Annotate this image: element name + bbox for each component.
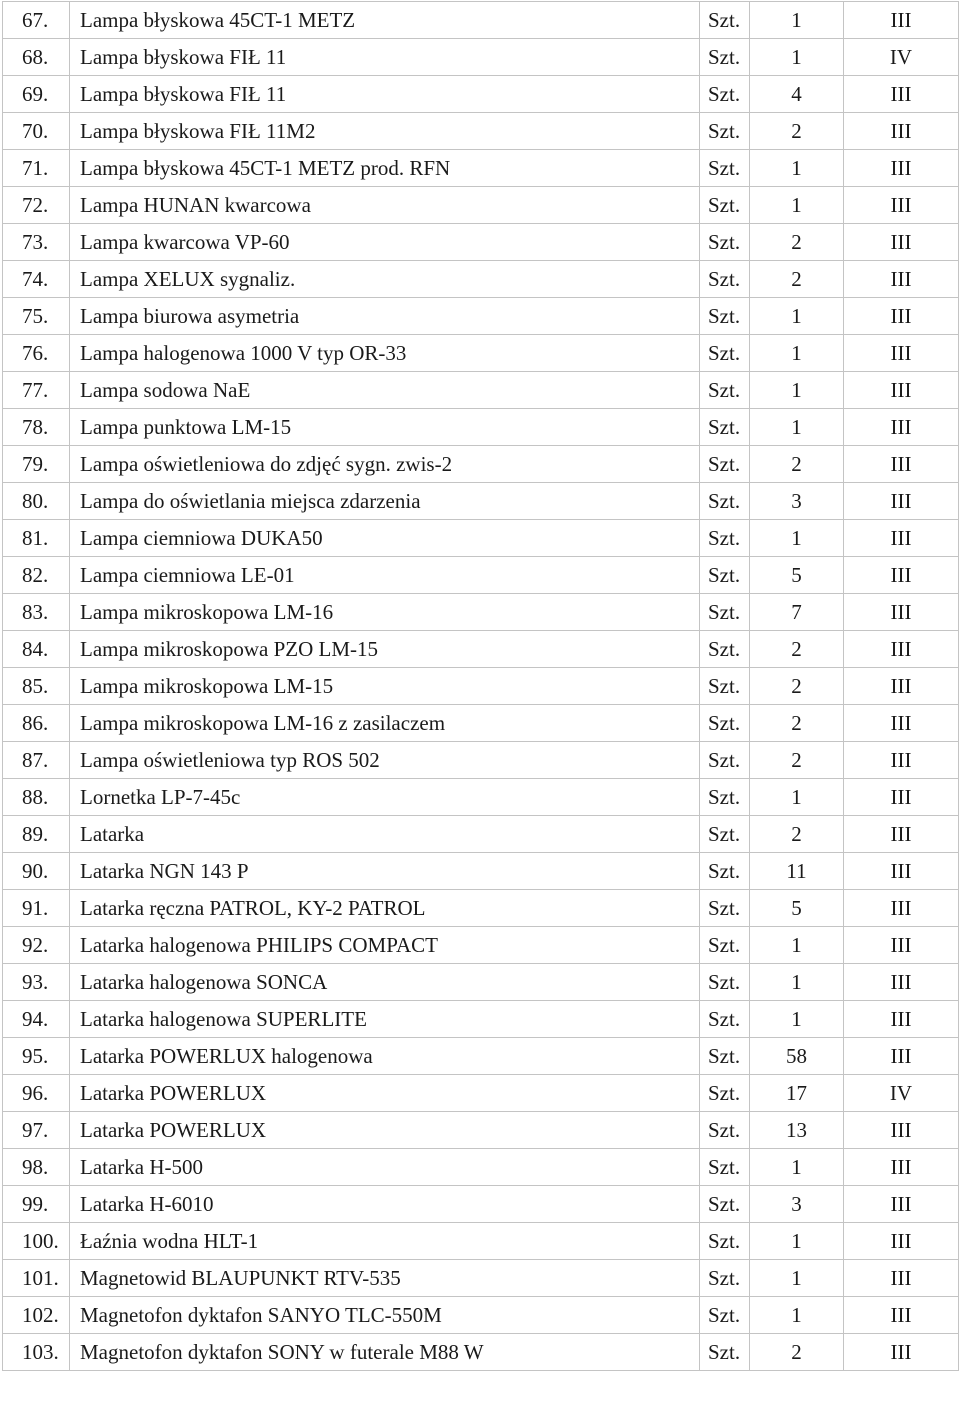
item-quantity: 1	[750, 1001, 844, 1038]
item-unit: Szt.	[700, 742, 750, 779]
item-number: 88.	[3, 779, 70, 816]
item-unit: Szt.	[700, 150, 750, 187]
item-quantity: 2	[750, 816, 844, 853]
table-row	[3, 1297, 959, 1334]
item-quantity: 1	[750, 39, 844, 76]
item-quantity: 1	[750, 2, 844, 39]
item-category: III	[844, 483, 959, 520]
item-category: III	[844, 409, 959, 446]
item-number: 73.	[3, 224, 70, 261]
item-name: Lampa błyskowa FIŁ 11	[70, 39, 700, 76]
item-category: III	[844, 557, 959, 594]
item-name: Lampa HUNAN kwarcowa	[70, 187, 700, 224]
item-number: 68.	[3, 39, 70, 76]
table-row	[3, 2, 959, 39]
item-category: III	[844, 1038, 959, 1075]
item-name: Latarka halogenowa SUPERLITE	[70, 1001, 700, 1038]
table-row	[3, 631, 959, 668]
item-category: III	[844, 150, 959, 187]
item-quantity: 11	[750, 853, 844, 890]
item-name: Lampa XELUX sygnaliz.	[70, 261, 700, 298]
item-number: 96.	[3, 1075, 70, 1112]
item-name: Magnetofon dyktafon SANYO TLC-550M	[70, 1297, 700, 1334]
item-quantity: 17	[750, 1075, 844, 1112]
inventory-table-body	[3, 2, 959, 1371]
item-number: 84.	[3, 631, 70, 668]
table-row	[3, 705, 959, 742]
table-row	[3, 816, 959, 853]
item-unit: Szt.	[700, 890, 750, 927]
item-unit: Szt.	[700, 964, 750, 1001]
table-row	[3, 483, 959, 520]
item-quantity: 1	[750, 409, 844, 446]
item-unit: Szt.	[700, 520, 750, 557]
item-name: Lampa kwarcowa VP-60	[70, 224, 700, 261]
item-number: 86.	[3, 705, 70, 742]
item-name: Lornetka LP-7-45c	[70, 779, 700, 816]
item-unit: Szt.	[700, 1038, 750, 1075]
item-category: III	[844, 890, 959, 927]
item-number: 78.	[3, 409, 70, 446]
item-unit: Szt.	[700, 113, 750, 150]
item-name: Lampa oświetleniowa typ ROS 502	[70, 742, 700, 779]
item-category: III	[844, 261, 959, 298]
item-number: 71.	[3, 150, 70, 187]
table-row	[3, 335, 959, 372]
item-number: 82.	[3, 557, 70, 594]
item-unit: Szt.	[700, 668, 750, 705]
item-unit: Szt.	[700, 298, 750, 335]
item-quantity: 2	[750, 705, 844, 742]
item-unit: Szt.	[700, 335, 750, 372]
item-unit: Szt.	[700, 557, 750, 594]
item-unit: Szt.	[700, 705, 750, 742]
item-category: III	[844, 1001, 959, 1038]
item-unit: Szt.	[700, 39, 750, 76]
item-category: III	[844, 631, 959, 668]
item-quantity: 7	[750, 594, 844, 631]
item-number: 79.	[3, 446, 70, 483]
item-category: III	[844, 1297, 959, 1334]
table-row	[3, 39, 959, 76]
item-quantity: 5	[750, 557, 844, 594]
item-quantity: 1	[750, 964, 844, 1001]
item-name: Lampa oświetleniowa do zdjęć sygn. zwis-2	[70, 446, 700, 483]
item-unit: Szt.	[700, 409, 750, 446]
item-number: 75.	[3, 298, 70, 335]
item-unit: Szt.	[700, 187, 750, 224]
item-name: Lampa mikroskopowa LM-16	[70, 594, 700, 631]
table-row	[3, 76, 959, 113]
item-category: III	[844, 964, 959, 1001]
item-number: 81.	[3, 520, 70, 557]
item-unit: Szt.	[700, 927, 750, 964]
inventory-document	[2, 1, 958, 1371]
item-quantity: 1	[750, 1223, 844, 1260]
item-name: Lampa sodowa NaE	[70, 372, 700, 409]
item-name: Lampa mikroskopowa LM-15	[70, 668, 700, 705]
item-name: Lampa punktowa LM-15	[70, 409, 700, 446]
item-category: IV	[844, 1075, 959, 1112]
item-quantity: 2	[750, 668, 844, 705]
inventory-table	[2, 1, 959, 1371]
item-quantity: 1	[750, 187, 844, 224]
item-number: 94.	[3, 1001, 70, 1038]
item-number: 87.	[3, 742, 70, 779]
item-unit: Szt.	[700, 446, 750, 483]
item-unit: Szt.	[700, 1075, 750, 1112]
item-name: Lampa biurowa asymetria	[70, 298, 700, 335]
item-number: 102.	[3, 1297, 70, 1334]
item-unit: Szt.	[700, 1112, 750, 1149]
item-number: 70.	[3, 113, 70, 150]
item-quantity: 2	[750, 742, 844, 779]
item-category: III	[844, 372, 959, 409]
item-category: III	[844, 113, 959, 150]
item-unit: Szt.	[700, 1149, 750, 1186]
item-number: 93.	[3, 964, 70, 1001]
table-row	[3, 1186, 959, 1223]
item-number: 80.	[3, 483, 70, 520]
table-row	[3, 853, 959, 890]
item-number: 90.	[3, 853, 70, 890]
item-category: III	[844, 594, 959, 631]
item-quantity: 2	[750, 224, 844, 261]
item-unit: Szt.	[700, 224, 750, 261]
table-row	[3, 1038, 959, 1075]
item-quantity: 2	[750, 1334, 844, 1371]
table-row	[3, 1001, 959, 1038]
item-number: 98.	[3, 1149, 70, 1186]
item-name: Latarka halogenowa PHILIPS COMPACT	[70, 927, 700, 964]
item-quantity: 5	[750, 890, 844, 927]
item-name: Lampa halogenowa 1000 V typ OR-33	[70, 335, 700, 372]
item-category: III	[844, 1260, 959, 1297]
table-row	[3, 446, 959, 483]
item-name: Lampa do oświetlania miejsca zdarzenia	[70, 483, 700, 520]
item-number: 74.	[3, 261, 70, 298]
item-number: 76.	[3, 335, 70, 372]
item-name: Latarka POWERLUX halogenowa	[70, 1038, 700, 1075]
item-unit: Szt.	[700, 1223, 750, 1260]
item-name: Łaźnia wodna HLT-1	[70, 1223, 700, 1260]
item-quantity: 1	[750, 779, 844, 816]
item-name: Latarka	[70, 816, 700, 853]
item-number: 95.	[3, 1038, 70, 1075]
item-unit: Szt.	[700, 1001, 750, 1038]
item-name: Lampa ciemniowa LE-01	[70, 557, 700, 594]
item-name: Lampa ciemniowa DUKA50	[70, 520, 700, 557]
table-row	[3, 298, 959, 335]
item-quantity: 58	[750, 1038, 844, 1075]
item-category: III	[844, 2, 959, 39]
item-number: 77.	[3, 372, 70, 409]
item-category: III	[844, 446, 959, 483]
item-name: Lampa błyskowa FIŁ 11M2	[70, 113, 700, 150]
item-category: III	[844, 224, 959, 261]
item-category: III	[844, 187, 959, 224]
item-number: 69.	[3, 76, 70, 113]
item-unit: Szt.	[700, 483, 750, 520]
item-category: III	[844, 779, 959, 816]
item-name: Latarka H-500	[70, 1149, 700, 1186]
item-number: 97.	[3, 1112, 70, 1149]
item-unit: Szt.	[700, 372, 750, 409]
item-quantity: 1	[750, 1297, 844, 1334]
item-quantity: 2	[750, 446, 844, 483]
table-row	[3, 1149, 959, 1186]
item-quantity: 4	[750, 76, 844, 113]
item-category: III	[844, 853, 959, 890]
item-quantity: 1	[750, 150, 844, 187]
item-category: III	[844, 816, 959, 853]
item-name: Lampa błyskowa 45CT-1 METZ	[70, 2, 700, 39]
table-row	[3, 224, 959, 261]
item-number: 89.	[3, 816, 70, 853]
item-category: III	[844, 1223, 959, 1260]
item-quantity: 1	[750, 927, 844, 964]
item-name: Latarka ręczna PATROL, KY-2 PATROL	[70, 890, 700, 927]
item-unit: Szt.	[700, 1297, 750, 1334]
item-quantity: 1	[750, 520, 844, 557]
item-category: III	[844, 705, 959, 742]
item-category: III	[844, 742, 959, 779]
item-name: Latarka H-6010	[70, 1186, 700, 1223]
table-row	[3, 1075, 959, 1112]
item-number: 83.	[3, 594, 70, 631]
item-name: Latarka POWERLUX	[70, 1075, 700, 1112]
item-category: III	[844, 1149, 959, 1186]
table-row	[3, 1334, 959, 1371]
item-unit: Szt.	[700, 594, 750, 631]
table-row	[3, 150, 959, 187]
item-name: Magnetowid BLAUPUNKT RTV-535	[70, 1260, 700, 1297]
item-unit: Szt.	[700, 261, 750, 298]
table-row	[3, 1223, 959, 1260]
item-number: 99.	[3, 1186, 70, 1223]
item-number: 67.	[3, 2, 70, 39]
item-category: III	[844, 335, 959, 372]
item-unit: Szt.	[700, 779, 750, 816]
table-row	[3, 890, 959, 927]
table-row	[3, 261, 959, 298]
item-quantity: 2	[750, 113, 844, 150]
table-row	[3, 113, 959, 150]
item-quantity: 3	[750, 483, 844, 520]
item-category: III	[844, 927, 959, 964]
item-quantity: 13	[750, 1112, 844, 1149]
item-category: III	[844, 1334, 959, 1371]
table-row	[3, 1112, 959, 1149]
table-row	[3, 409, 959, 446]
item-unit: Szt.	[700, 1186, 750, 1223]
item-quantity: 1	[750, 335, 844, 372]
item-quantity: 1	[750, 1260, 844, 1297]
table-row	[3, 372, 959, 409]
item-category: III	[844, 76, 959, 113]
item-unit: Szt.	[700, 1260, 750, 1297]
item-quantity: 2	[750, 261, 844, 298]
item-number: 101.	[3, 1260, 70, 1297]
item-quantity: 1	[750, 372, 844, 409]
item-name: Magnetofon dyktafon SONY w futerale M88 W	[70, 1334, 700, 1371]
table-row	[3, 520, 959, 557]
table-row	[3, 668, 959, 705]
item-quantity: 1	[750, 1149, 844, 1186]
item-category: III	[844, 298, 959, 335]
item-name: Latarka POWERLUX	[70, 1112, 700, 1149]
item-name: Latarka halogenowa SONCA	[70, 964, 700, 1001]
table-row	[3, 964, 959, 1001]
item-unit: Szt.	[700, 853, 750, 890]
item-number: 92.	[3, 927, 70, 964]
item-unit: Szt.	[700, 816, 750, 853]
item-number: 103.	[3, 1334, 70, 1371]
item-quantity: 3	[750, 1186, 844, 1223]
table-row	[3, 557, 959, 594]
item-category: III	[844, 1186, 959, 1223]
item-number: 72.	[3, 187, 70, 224]
item-category: III	[844, 1112, 959, 1149]
item-number: 91.	[3, 890, 70, 927]
item-unit: Szt.	[700, 631, 750, 668]
item-number: 100.	[3, 1223, 70, 1260]
item-quantity: 1	[750, 298, 844, 335]
table-row	[3, 742, 959, 779]
item-category: III	[844, 668, 959, 705]
table-row	[3, 187, 959, 224]
item-unit: Szt.	[700, 2, 750, 39]
item-number: 85.	[3, 668, 70, 705]
item-name: Lampa błyskowa 45CT-1 METZ prod. RFN	[70, 150, 700, 187]
item-name: Lampa mikroskopowa LM-16 z zasilaczem	[70, 705, 700, 742]
item-name: Lampa błyskowa FIŁ 11	[70, 76, 700, 113]
table-row	[3, 594, 959, 631]
item-quantity: 2	[750, 631, 844, 668]
item-name: Latarka NGN 143 P	[70, 853, 700, 890]
item-unit: Szt.	[700, 1334, 750, 1371]
table-row	[3, 1260, 959, 1297]
table-row	[3, 927, 959, 964]
item-name: Lampa mikroskopowa PZO LM-15	[70, 631, 700, 668]
item-category: IV	[844, 39, 959, 76]
table-row	[3, 779, 959, 816]
item-category: III	[844, 520, 959, 557]
item-unit: Szt.	[700, 76, 750, 113]
